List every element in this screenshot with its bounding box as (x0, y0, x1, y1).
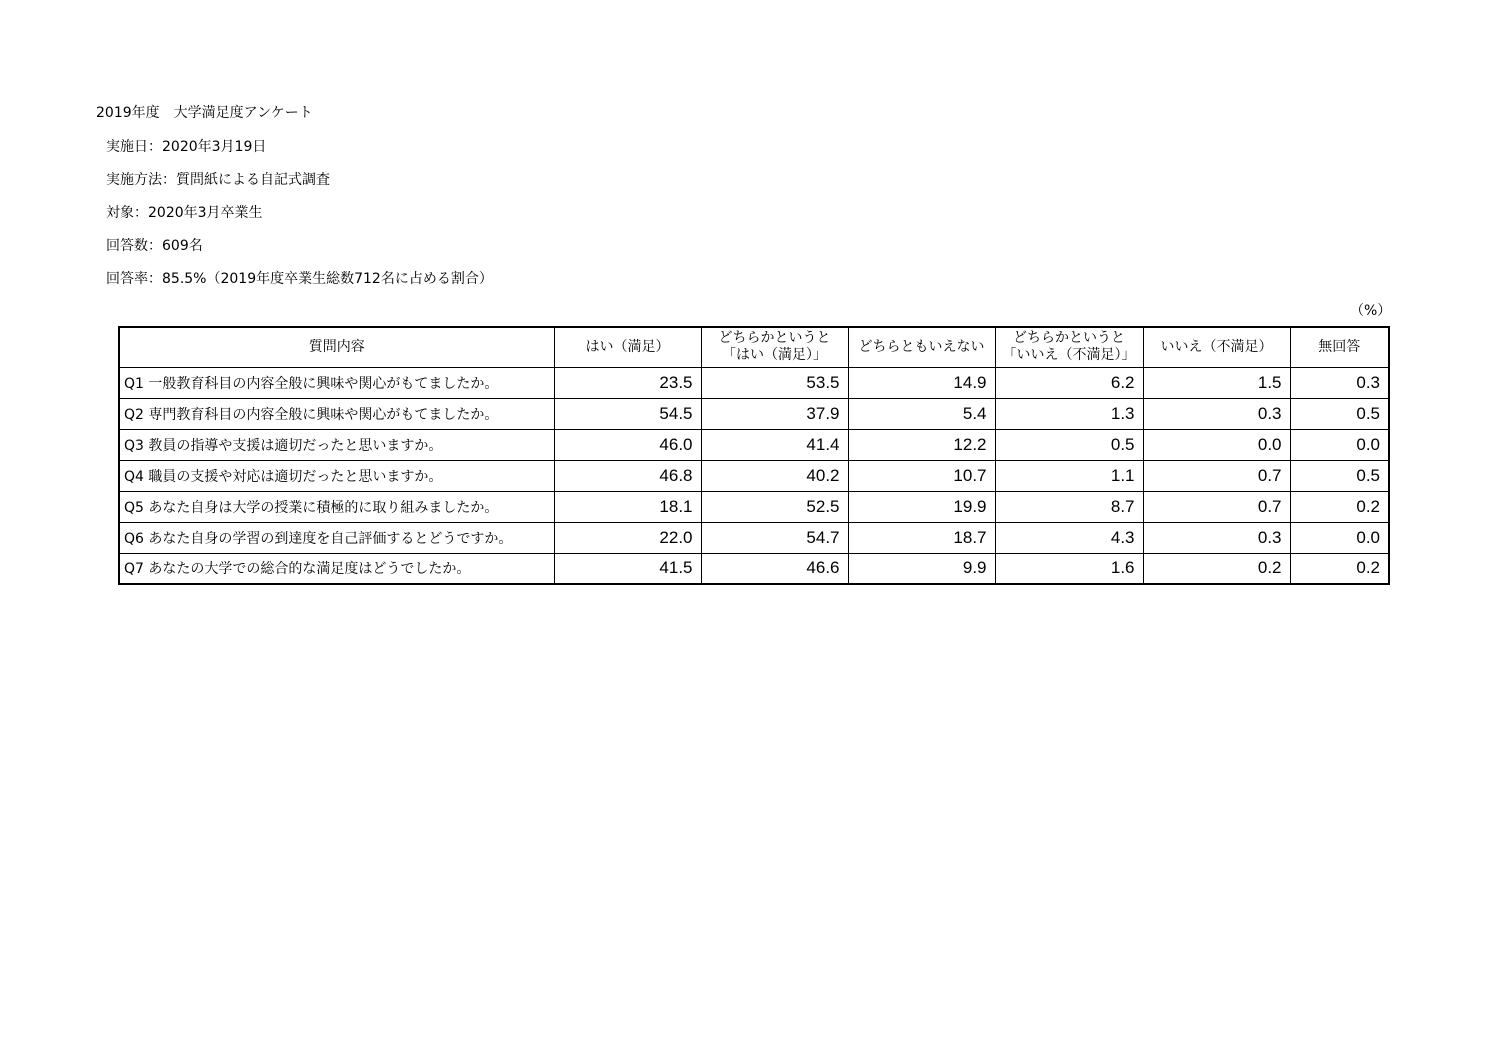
header-rather-no-line2: 「いいえ（不満足）」 (1002, 347, 1136, 364)
rather-yes-cell: 53.5 (701, 367, 848, 398)
question-cell: Q4 職員の支援や対応は適切だったと思いますか。 (119, 460, 554, 491)
table-row (119, 491, 1389, 522)
survey-date: 実施日：2020年3月19日 (106, 139, 267, 155)
rather-no-cell: 8.7 (995, 491, 1143, 522)
no-cell: 0.7 (1143, 460, 1290, 491)
table-row (119, 522, 1389, 553)
header-rather-yes-line1: どちらかというと (718, 330, 831, 347)
header-no: いいえ（不満足） (1143, 327, 1290, 367)
no-answer-cell: 0.0 (1290, 522, 1389, 553)
neutral-cell: 9.9 (848, 553, 995, 584)
no-answer-cell: 0.2 (1290, 553, 1389, 584)
rather-no-cell: 4.3 (995, 522, 1143, 553)
unit-label: （%） (1350, 303, 1392, 319)
neutral-cell: 12.2 (848, 429, 995, 460)
no-cell: 0.7 (1143, 491, 1290, 522)
header-rather-yes-line2: 「はい（満足）」 (722, 347, 827, 364)
yes-cell: 46.8 (554, 460, 701, 491)
rather-no-cell: 1.3 (995, 398, 1143, 429)
survey-target: 対象：2020年3月卒業生 (106, 205, 263, 221)
yes-cell: 54.5 (554, 398, 701, 429)
table-row (119, 553, 1389, 584)
question-cell: Q1 一般教育科目の内容全般に興味や関心がもてましたか。 (119, 367, 554, 398)
header-no-answer: 無回答 (1290, 327, 1389, 367)
rather-yes-cell: 52.5 (701, 491, 848, 522)
survey-results-table (118, 326, 1390, 585)
yes-cell: 18.1 (554, 491, 701, 522)
yes-cell: 22.0 (554, 522, 701, 553)
header-neutral: どちらともいえない (848, 327, 995, 367)
question-cell: Q2 専門教育科目の内容全般に興味や関心がもてましたか。 (119, 398, 554, 429)
no-answer-cell: 0.0 (1290, 429, 1389, 460)
rather-no-cell: 1.1 (995, 460, 1143, 491)
survey-method: 実施方法：質問紙による自記式調査 (106, 172, 330, 188)
no-cell: 0.2 (1143, 553, 1290, 584)
question-cell: Q7 あなたの大学での総合的な満足度はどうでしたか。 (119, 553, 554, 584)
no-cell: 0.3 (1143, 522, 1290, 553)
neutral-cell: 10.7 (848, 460, 995, 491)
rather-no-cell: 6.2 (995, 367, 1143, 398)
neutral-cell: 14.9 (848, 367, 995, 398)
rather-yes-cell: 40.2 (701, 460, 848, 491)
question-cell: Q6 あなた自身の学習の到達度を自己評価するとどうですか。 (119, 522, 554, 553)
rather-yes-cell: 46.6 (701, 553, 848, 584)
rather-yes-cell: 54.7 (701, 522, 848, 553)
neutral-cell: 19.9 (848, 491, 995, 522)
yes-cell: 41.5 (554, 553, 701, 584)
no-cell: 0.3 (1143, 398, 1290, 429)
page-title: 2019年度 大学満足度アンケート (96, 105, 313, 121)
response-rate: 回答率：85.5%（2019年度卒業生総数712名に占める割合） (106, 271, 493, 287)
no-cell: 1.5 (1143, 367, 1290, 398)
yes-cell: 23.5 (554, 367, 701, 398)
respondent-count: 回答数：609名 (106, 238, 203, 254)
table-row (119, 367, 1389, 398)
header-rather-yes (701, 327, 848, 367)
table-row (119, 460, 1389, 491)
table-row (119, 429, 1389, 460)
header-rather-no (995, 327, 1143, 367)
table-header-row (119, 327, 1389, 367)
question-cell: Q5 あなた自身は大学の授業に積極的に取り組みましたか。 (119, 491, 554, 522)
question-cell: Q3 教員の指導や支援は適切だったと思いますか。 (119, 429, 554, 460)
no-answer-cell: 0.5 (1290, 460, 1389, 491)
neutral-cell: 5.4 (848, 398, 995, 429)
table-row (119, 398, 1389, 429)
rather-no-cell: 1.6 (995, 553, 1143, 584)
neutral-cell: 18.7 (848, 522, 995, 553)
rather-yes-cell: 37.9 (701, 398, 848, 429)
no-cell: 0.0 (1143, 429, 1290, 460)
rather-yes-cell: 41.4 (701, 429, 848, 460)
header-question: 質問内容 (119, 327, 554, 367)
rather-no-cell: 0.5 (995, 429, 1143, 460)
no-answer-cell: 0.3 (1290, 367, 1389, 398)
header-yes: はい（満足） (554, 327, 701, 367)
header-rather-no-line1: どちらかというと (1013, 330, 1125, 347)
yes-cell: 46.0 (554, 429, 701, 460)
no-answer-cell: 0.2 (1290, 491, 1389, 522)
no-answer-cell: 0.5 (1290, 398, 1389, 429)
